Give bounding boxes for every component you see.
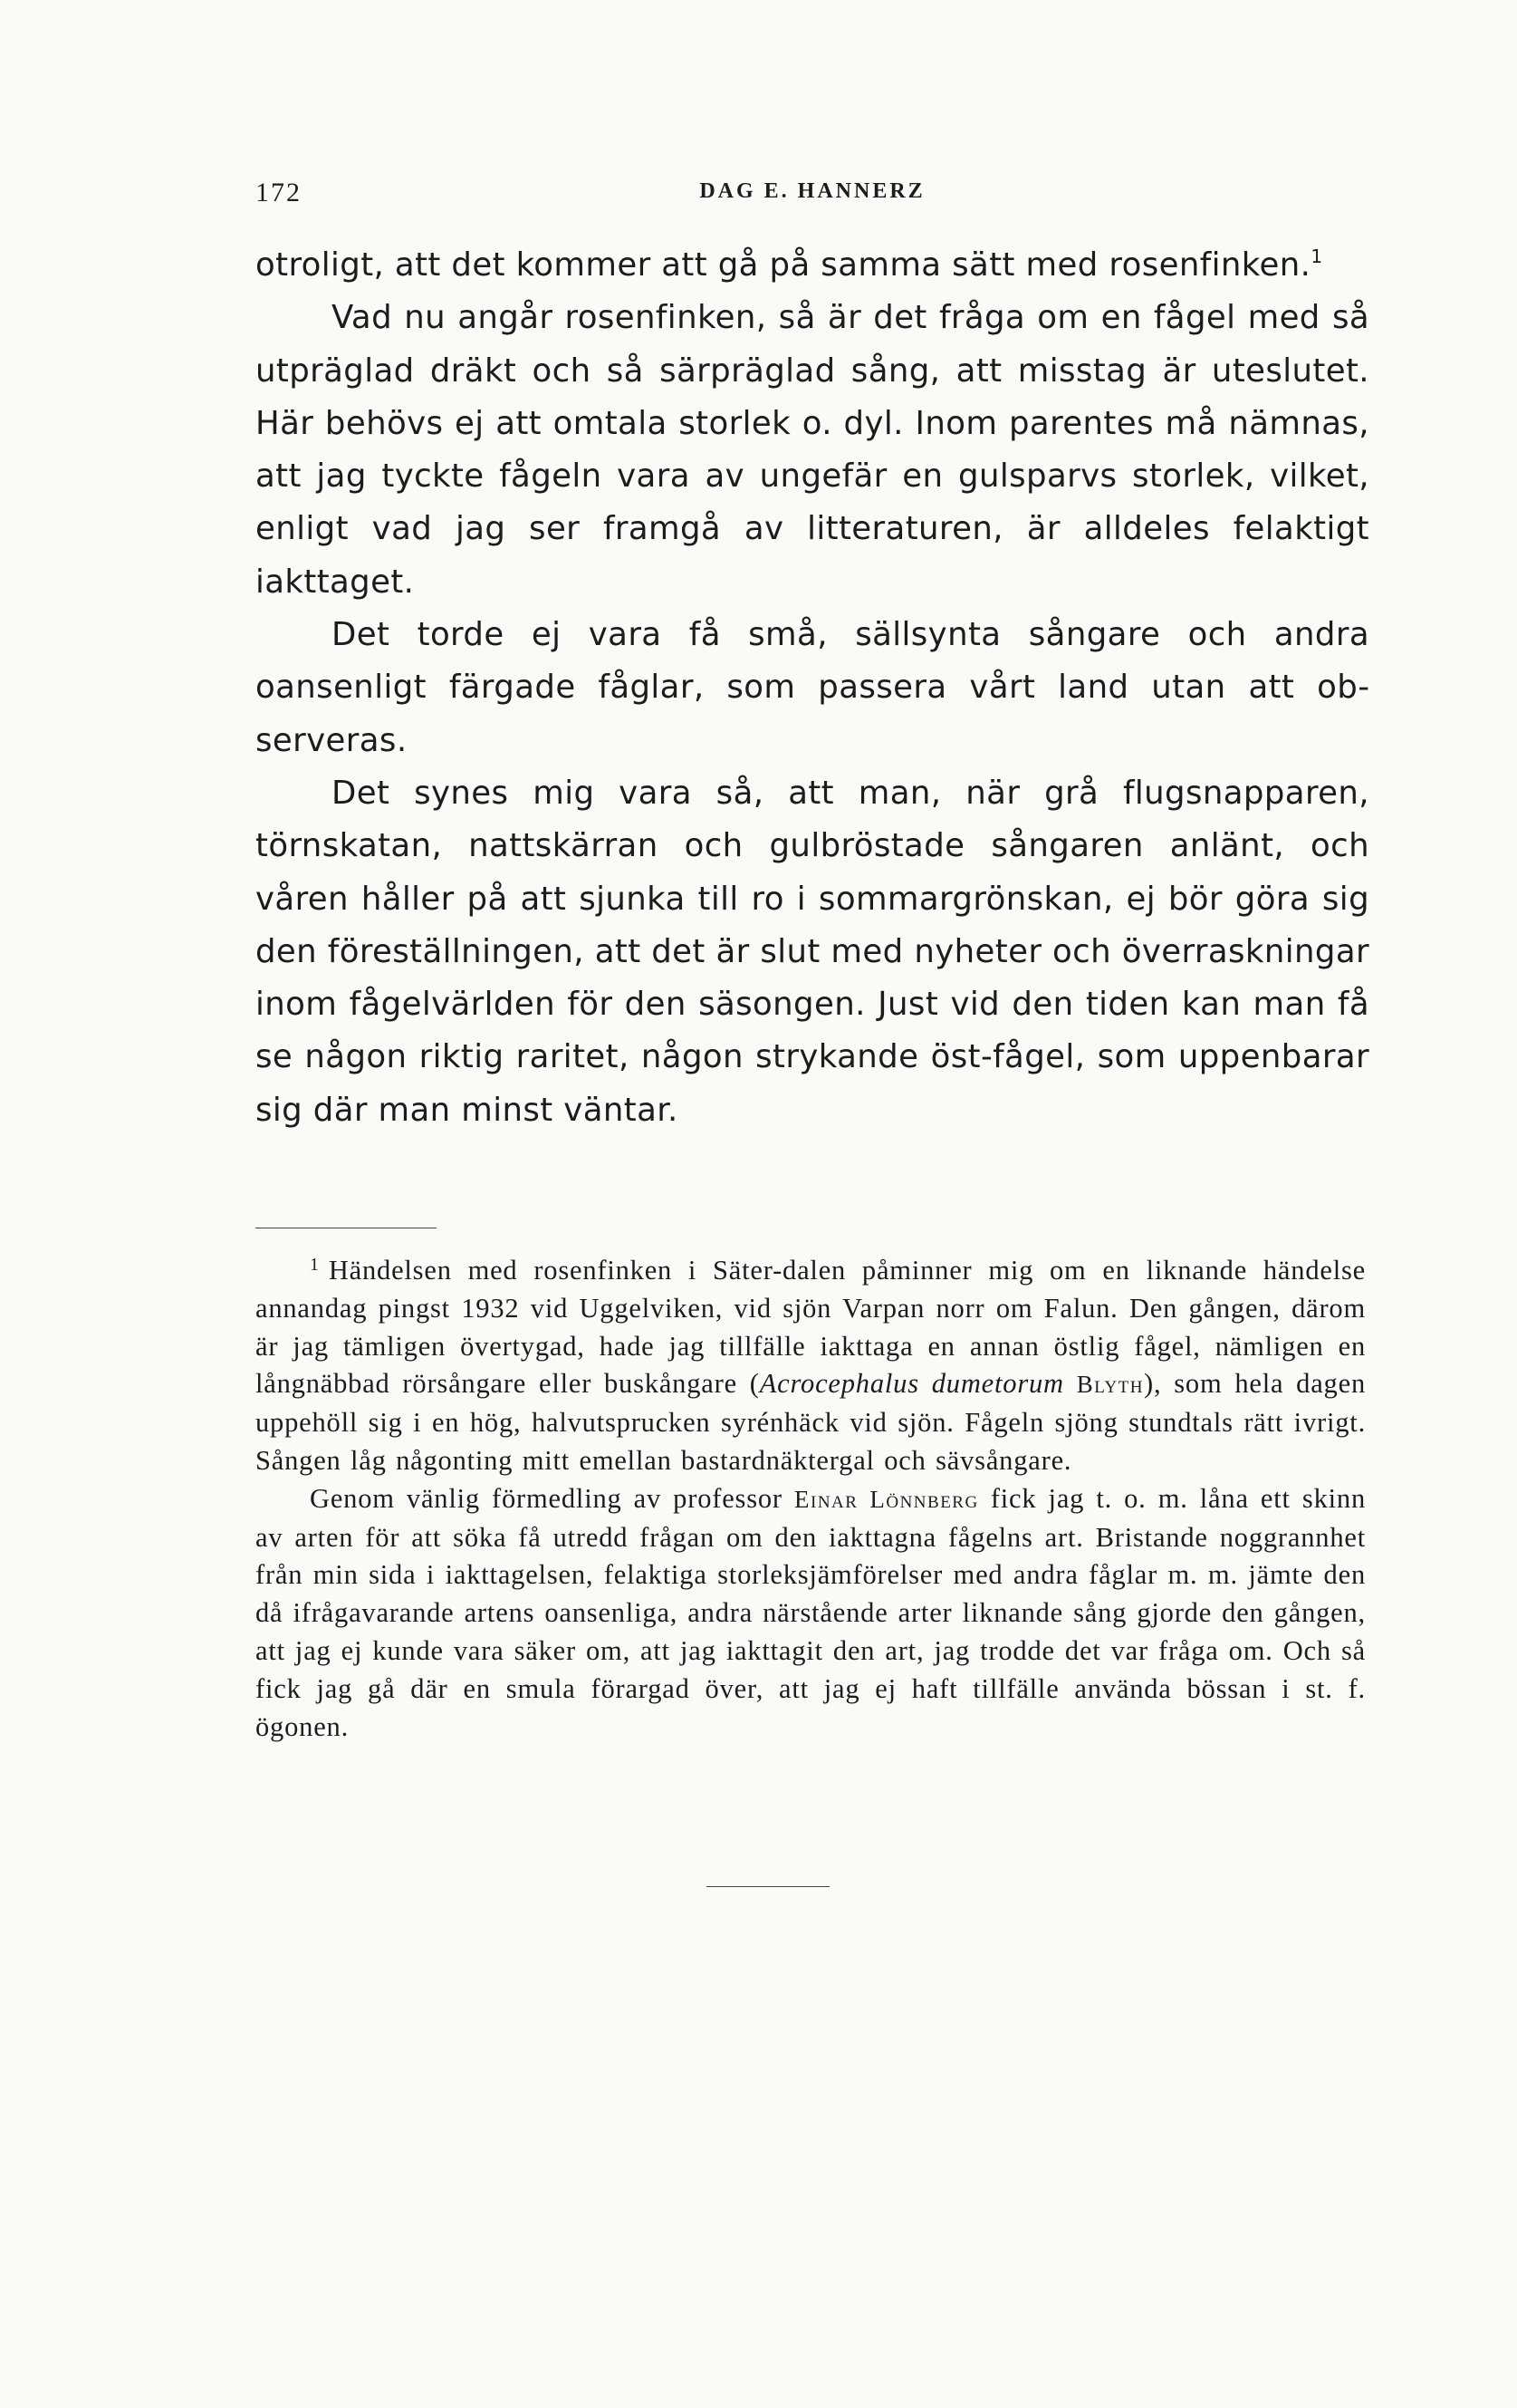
running-head: DAG E. HANNERZ xyxy=(699,179,926,203)
paragraph-4: Det synes mig vara så, att man, när grå flugsnapparen, törnskatan, nattskärran och gulbröstade sångaren anlänt, och våren håller på att sjunka till ro i sommargrönskan, ej bör göra sig den föreställningen, att det är slut med nyheter och överraskningar inom fågelvärlden för den säsongen. Just vid den tiden kan man få se någon riktig raritet, någon strykande öst-fågel, som uppenbarar sig där man minst väntar. xyxy=(255,774,1369,1129)
footnote-reference: 1 xyxy=(1311,246,1323,267)
page-number: 172 xyxy=(255,178,302,207)
footnote-text-2: ), som hela dagen uppehöll sig i en hög, halvutsprucken syrénhäck vid sjön. Fågeln sjöng stundtals rätt ivrigt. Sången låg någonting mitt emellan bastardnäktergal och sävsångare. xyxy=(255,1368,1366,1476)
footnote-text-3-pre: Genom vänlig förmedling av professor xyxy=(310,1482,794,1514)
person-name: Einar Lönnberg xyxy=(794,1485,979,1513)
page-header xyxy=(255,178,1369,214)
footnote-mark: 1 xyxy=(310,1255,320,1275)
footnote xyxy=(255,1252,1366,1746)
footnote-paragraph-1 xyxy=(255,1252,1366,1480)
footnote-text-1: Händelsen med rosenfinken i Säter-dalen påminner mig om en liknande händelse annandag pingst 1932 vid Uggelviken, vid sjön Varpan norr om Falun. Den gången, därom är jag tämligen övertygad, hade jag tillfälle iakttaga en annan östlig fågel, nämligen en långnäbbad rörsångare eller buskångare ( xyxy=(255,1255,1366,1400)
footnote-text-3-post: fick jag t. o. m. låna ett skinn av arten för att söka få utredd frågan om den iakttagna fågelns art. Bristande noggrannhet från min sida i iakttagelsen, felaktiga storleksjämförelser med andra fåglar m. m. jämte den då ifrågavarande artens oansenliga, andra närstående arter liknande sång gjorde den gången, att jag ej kunde vara säker om, att jag iakttagit den art, jag trodde det var fråga om. Och så fick jag gå där en smula förargad över, att jag ej haft tillfälle använda bössan i st. f. ögonen. xyxy=(255,1482,1366,1742)
paragraph-1-text: otroligt, att det kommer att gå på samma sätt med rosenfinken. xyxy=(255,246,1311,284)
main-text xyxy=(255,239,1369,1137)
paragraph-2: Vad nu angår rosenfinken, så är det fråga om en fågel med så utpräglad dräkt och så särpräglad sång, att misstag är uteslutet. Här behövs ej att omtala storlek o. dyl. Inom parentes må nämnas, att jag tyckte fågeln vara av ungefär en gulsparvs storlek, vilket, enligt vad jag ser framgå av litteraturen, är alldeles felaktigt iakttaget. xyxy=(255,299,1369,601)
paragraph-1 xyxy=(255,239,1369,292)
end-rule xyxy=(706,1886,830,1887)
footnote-paragraph-2 xyxy=(255,1480,1366,1747)
species-name: Acrocephalus dumetorum xyxy=(759,1368,1064,1400)
paragraph-3: Det torde ej vara få små, sällsynta sångare och andra oansenligt färgade fåglar, som passera vårt land utan att observeras. xyxy=(255,616,1369,759)
species-author: Blyth xyxy=(1076,1371,1144,1399)
